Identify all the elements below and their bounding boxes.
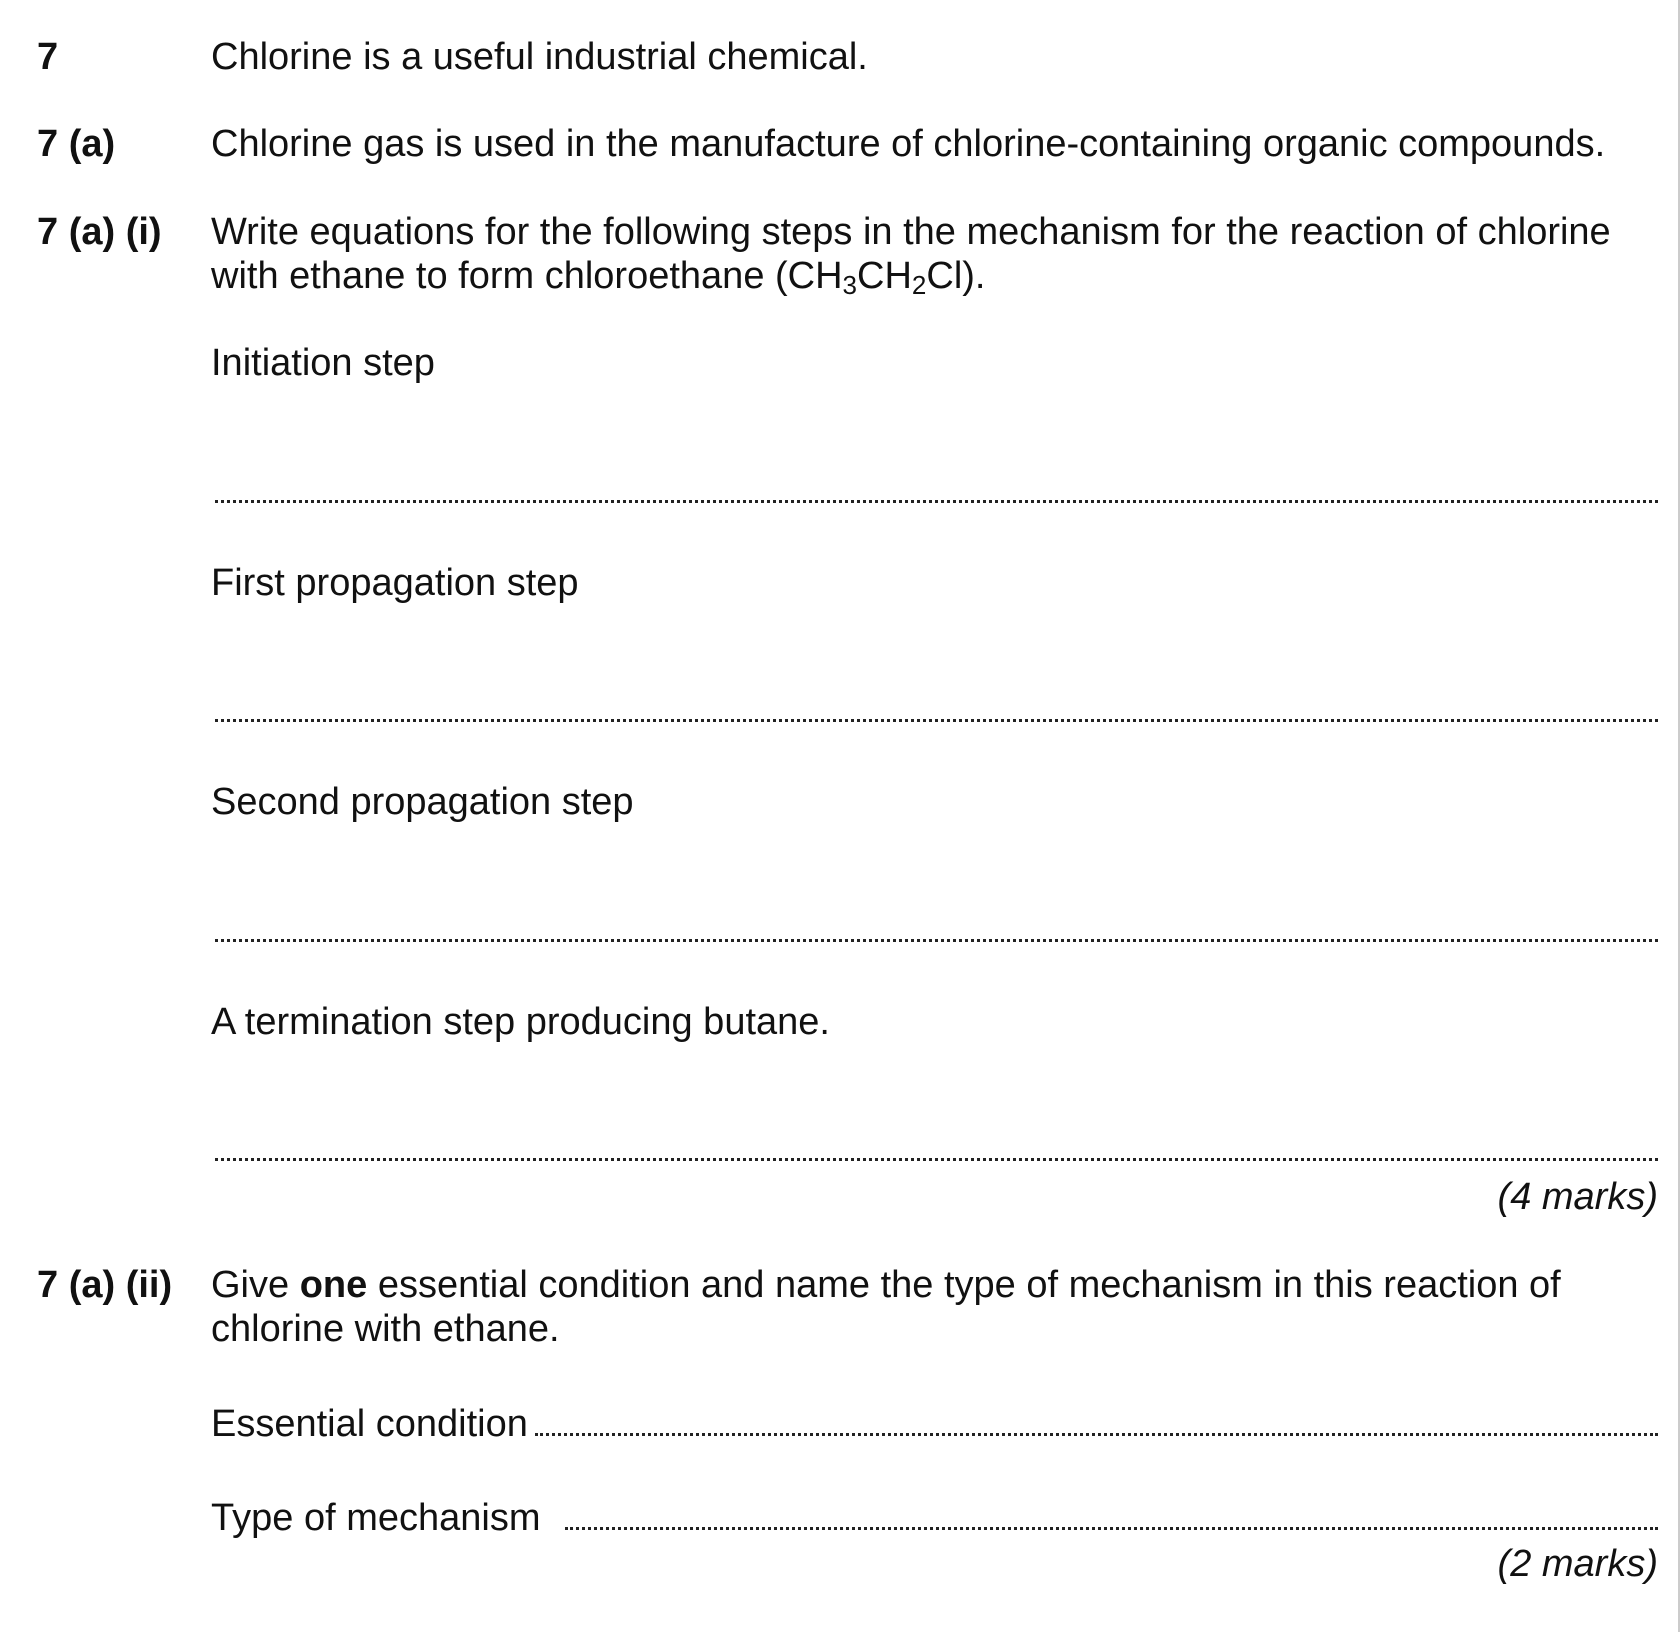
termination-answer-line[interactable] xyxy=(215,1158,1658,1161)
question-7a-stem: Chlorine gas is used in the manufacture of chlorine-containing organic compounds. xyxy=(211,123,1606,165)
formula-mid: CH xyxy=(857,255,912,297)
emphasis-one: one xyxy=(299,1264,368,1306)
type-of-mechanism-label: Type of mechanism xyxy=(211,1497,541,1539)
question-number-7: 7 xyxy=(37,36,59,78)
line1-post: essential condition and name the type of mechanism in this reaction of xyxy=(367,1264,1561,1306)
marks-7ai: (4 marks) xyxy=(1497,1176,1658,1218)
second-propagation-answer-line[interactable] xyxy=(215,939,1658,942)
subscript-2: 2 xyxy=(911,270,927,300)
essential-condition-answer-line[interactable] xyxy=(535,1433,1658,1436)
first-propagation-step-label: First propagation step xyxy=(211,562,579,604)
question-7ai-line1: Write equations for the following steps in the mechanism for the reaction of chlorine xyxy=(211,211,1611,253)
question-7-stem: Chlorine is a useful industrial chemical. xyxy=(211,36,868,78)
essential-condition-label: Essential condition xyxy=(211,1403,528,1445)
marks-7aii: (2 marks) xyxy=(1497,1543,1658,1585)
question-number-7ai: 7 (a) (i) xyxy=(37,211,162,253)
question-number-7a: 7 (a) xyxy=(37,123,116,165)
subscript-3: 3 xyxy=(842,270,858,300)
line2-suffix: Cl). xyxy=(926,255,986,297)
line2-prefix: with ethane to form chloroethane (CH xyxy=(211,255,843,297)
type-of-mechanism-answer-line[interactable] xyxy=(565,1527,1658,1530)
first-propagation-answer-line[interactable] xyxy=(215,719,1658,722)
termination-step-label: A termination step producing butane. xyxy=(211,1001,830,1043)
initiation-answer-line[interactable] xyxy=(215,500,1658,503)
initiation-step-label: Initiation step xyxy=(211,342,435,384)
question-number-7aii: 7 (a) (ii) xyxy=(37,1264,173,1306)
line1-pre: Give xyxy=(211,1264,300,1306)
second-propagation-step-label: Second propagation step xyxy=(211,781,634,823)
question-7ai-line2 xyxy=(211,255,985,298)
question-7aii-line1 xyxy=(211,1264,1561,1307)
question-7aii-line2: chlorine with ethane. xyxy=(211,1308,560,1350)
